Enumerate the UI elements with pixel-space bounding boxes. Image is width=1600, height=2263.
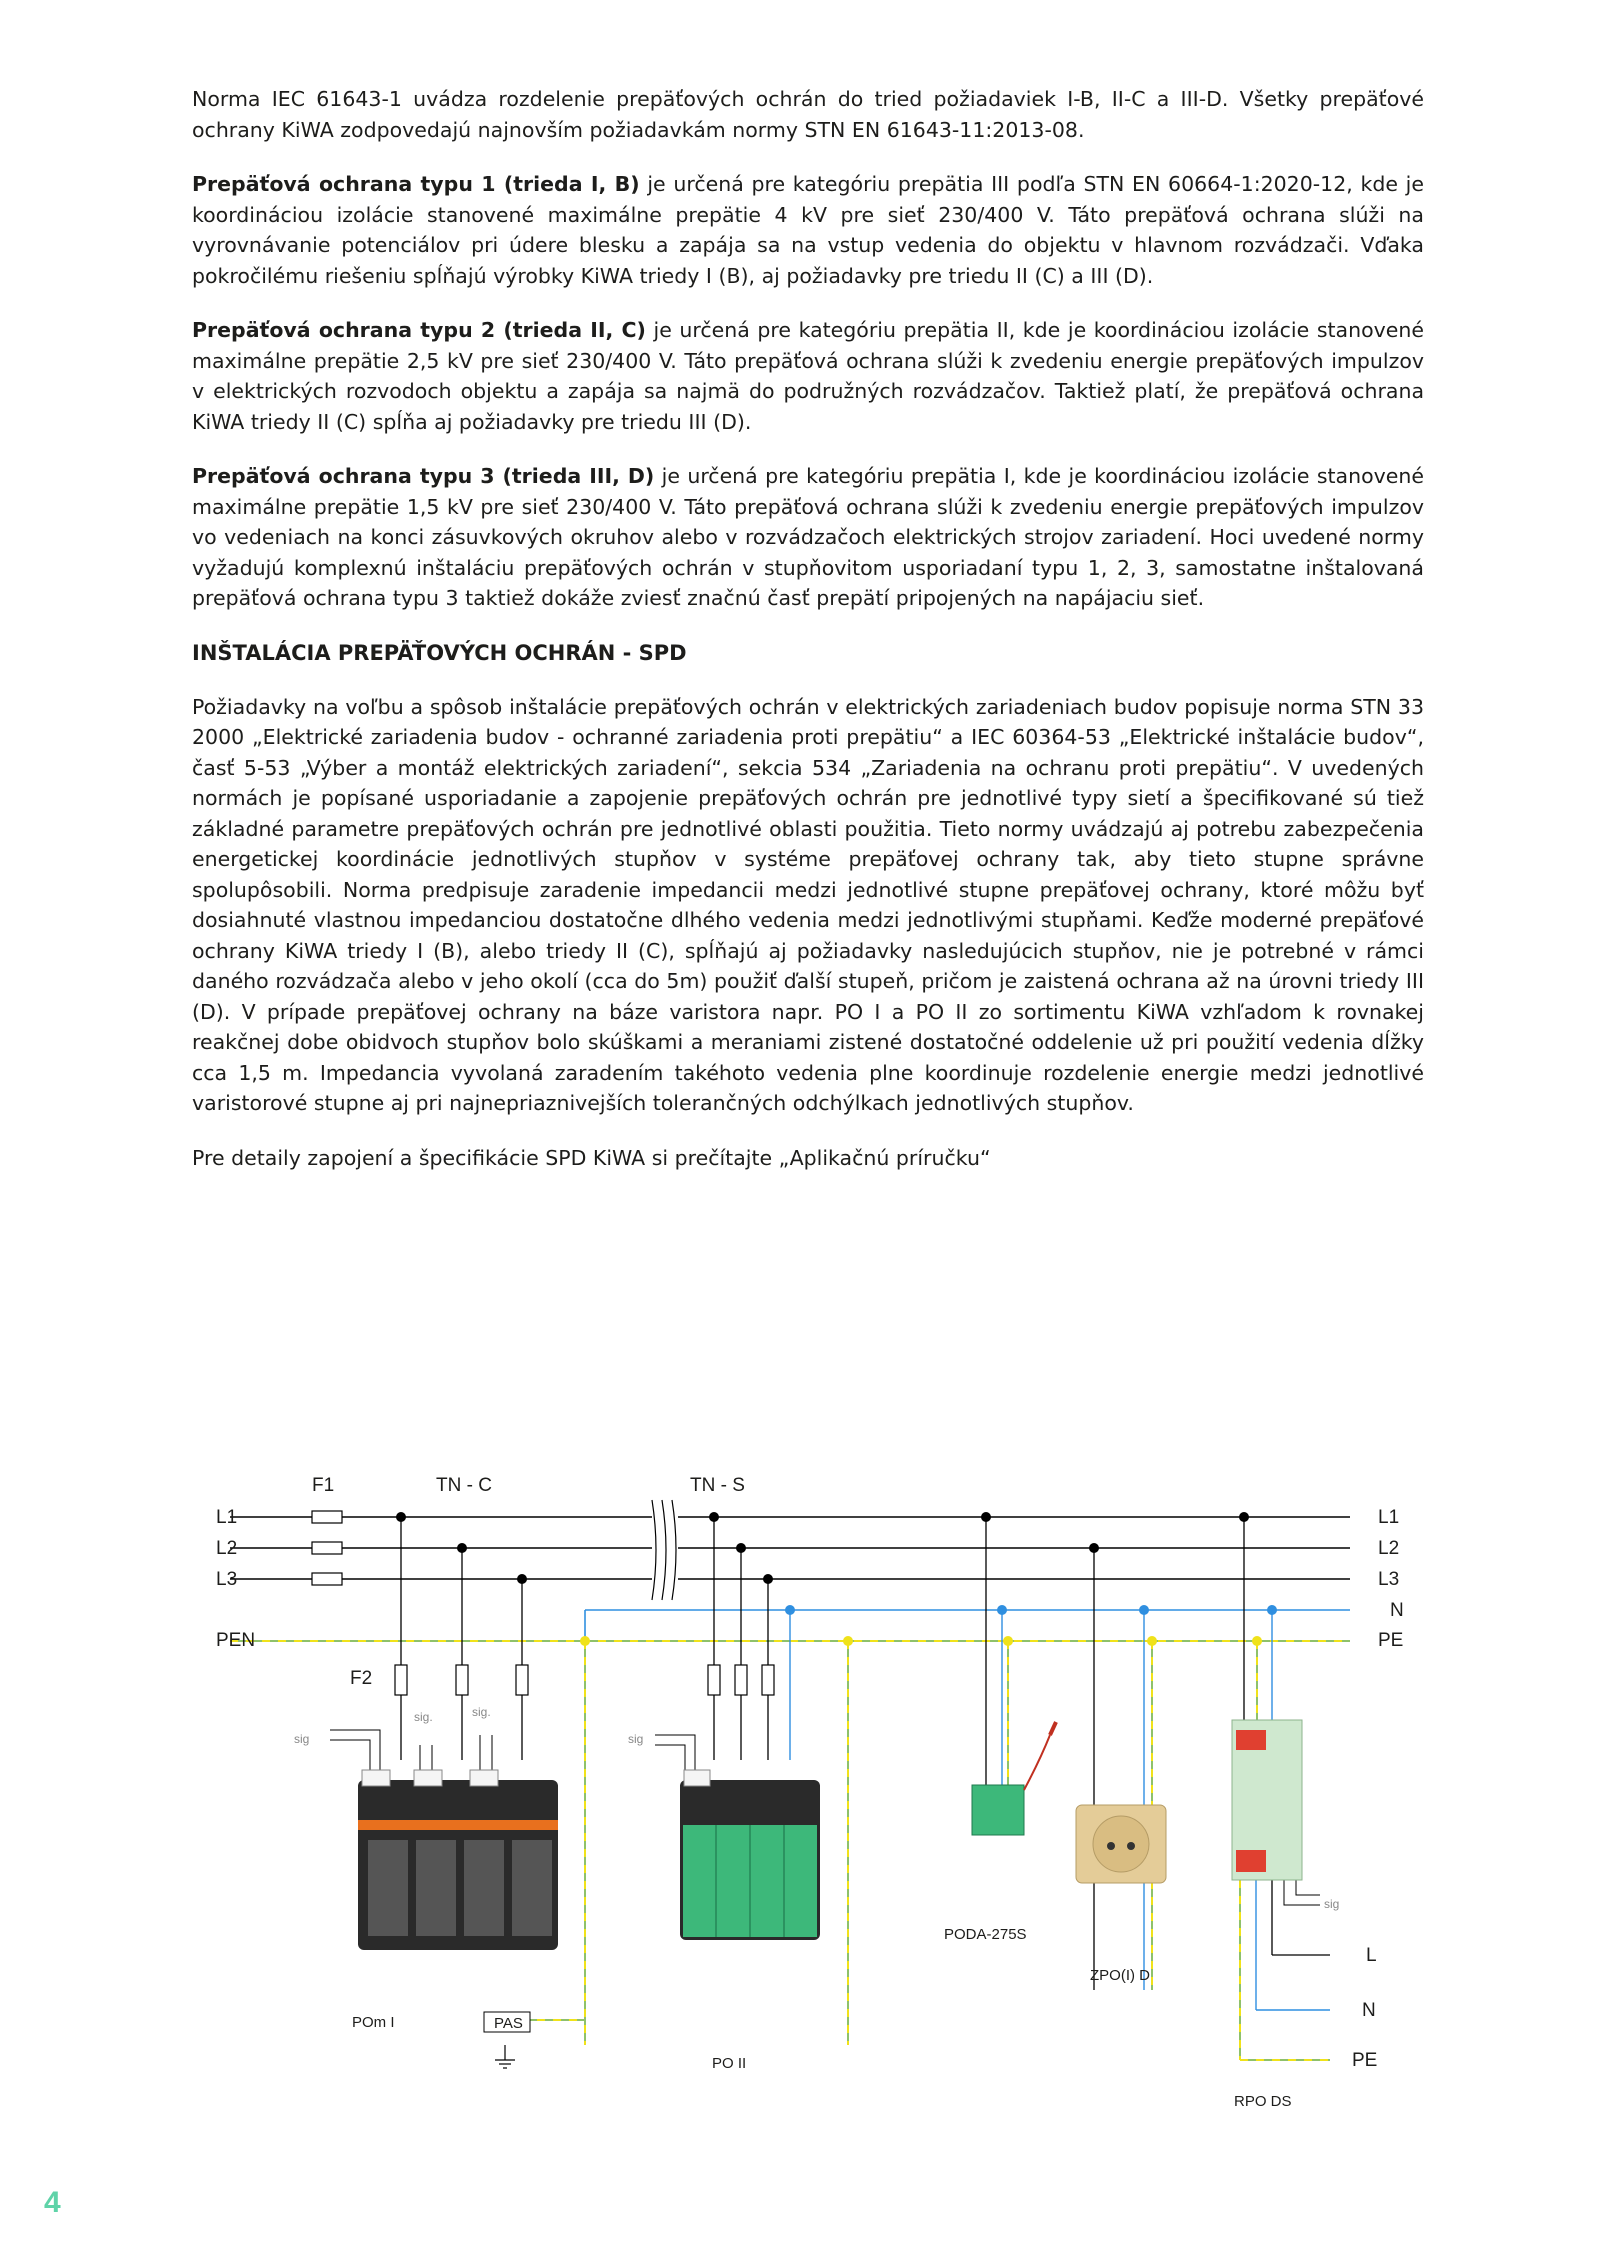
label-sig4: sig — [628, 1732, 644, 1746]
pomi-module — [358, 1770, 558, 1950]
label-rpo: RPO DS — [1234, 2093, 1292, 2110]
label-sig3: sig. — [472, 1705, 491, 1719]
wiring-diagram — [0, 1450, 1600, 2130]
label-tnc: TN - C — [436, 1475, 492, 1496]
section-heading: INŠTALÁCIA PREPÄŤOVÝCH OCHRÁN - SPD — [192, 640, 687, 665]
type3-text: je určená pre kategóriu prepätia I, kde je koordináciou izolácie stanovené maximálne prepätie 1,5 kV pre sieť 230/400 V. Táto prepäťová ochrana slúži k zvedeniu energie prepäťových impulzov vo vedeniach na konci zásuvkových okruhov alebo v rozvádzačoch elektrických strojov zariadení. Hoci uvedené normy vyžadujú komplexnú inštaláciu prepäťových ochrán v stupňovitom usporiadaní typu 1, 2, 3, samostatne inštalovaná prepäťová ochrana typu 3 taktiež dokáže zviesť značnú časť prepätí pripojených na napájaciu sieť. — [192, 464, 1424, 610]
intro-paragraph: Norma IEC 61643-1 uvádza rozdelenie prepäťových ochrán do tried požiadaviek I-B, II-C a III-D. Všetky prepäťové ochrany KiWA zodpovedajú najnovším požiadavkám normy STN EN 61643-11:2013-08. — [192, 87, 1424, 142]
label-out-l: L — [1366, 1945, 1377, 1966]
label-r-l1: L1 — [1378, 1507, 1400, 1528]
label-r-l2: L2 — [1378, 1538, 1400, 1559]
label-out-pe: PE — [1352, 2050, 1378, 2071]
poii-module — [680, 1770, 820, 1940]
type1-paragraph — [192, 169, 1424, 291]
label-r-n: N — [1390, 1600, 1404, 1621]
text-column — [192, 84, 1424, 1197]
label-l2: L2 — [216, 1538, 238, 1559]
type2-paragraph — [192, 315, 1424, 437]
zpo-socket — [1076, 1805, 1166, 1883]
label-r-l3: L3 — [1378, 1569, 1400, 1590]
label-f2: F2 — [350, 1668, 373, 1689]
pe-drops — [505, 1641, 1330, 2060]
type2-title: Prepäťová ochrana typu 2 (trieda II, C) — [192, 318, 646, 342]
details-paragraph: Pre detaily zapojení a špecifikácie SPD KiWA si prečítajte „Aplikačnú príručku“ — [192, 1145, 991, 1170]
label-pomi: POm I — [352, 2014, 395, 2031]
label-poii: PO II — [712, 2055, 747, 2072]
page-number: 4 — [44, 2186, 61, 2219]
ground-symbol — [495, 2045, 515, 2068]
type1-text: je určená pre kategóriu prepätia III podľa STN EN 60664-1:2020-12, kde je koordináciou izolácie stanovené maximálne prepätie 4 kV pre sieť 230/400 V. Táto prepäťová ochrana slúži na vyrovnávanie potenciálov pri údere blesku a zapája sa na vstup vedenia do objektu v hlavnom rozvádzači. Vďaka pokročilému riešeniu spĺňajú výrobky KiWA triedy I (B), aj požiadavky pre triedu II (C) a III (D). — [192, 172, 1424, 288]
label-out-n: N — [1362, 2000, 1376, 2021]
phase-lines — [230, 1517, 1350, 1579]
poda-module — [972, 1722, 1056, 1835]
type2-text: je určená pre kategóriu prepätia II, kde je koordináciou izolácie stanovené maximálne prepätie 2,5 kV pre sieť 230/400 V. Táto prepäťová ochrana slúži k zvedeniu energie prepäťových impulzov v elektrických rozvodoch objektu a zapája sa najmä do podružných rozvádzačov. Taktiež platí, že prepäťová ochrana KiWA triedy II (C) spĺňa aj požiadavky pre triedu III (D). — [192, 318, 1424, 434]
label-r-pe: PE — [1378, 1630, 1404, 1651]
label-pas: PAS — [494, 2015, 523, 2032]
label-pen: PEN — [216, 1630, 256, 1651]
f1-fuses — [312, 1511, 342, 1585]
label-sig2: sig. — [414, 1710, 433, 1724]
type3-title: Prepäťová ochrana typu 3 (trieda III, D) — [192, 464, 655, 488]
type3-paragraph — [192, 461, 1424, 614]
label-tns: TN - S — [690, 1475, 745, 1496]
type1-title: Prepäťová ochrana typu 1 (trieda I, B) — [192, 172, 640, 196]
label-zpo: ZPO(I) D — [1090, 1967, 1150, 1984]
f2-fuses — [395, 1665, 528, 1695]
label-l1: L1 — [216, 1507, 238, 1528]
label-poda: PODA-275S — [944, 1926, 1027, 1943]
break-marks — [652, 1500, 676, 1600]
install-paragraph: Požiadavky na voľbu a spôsob inštalácie prepäťových ochrán v elektrických zariadeniach budov popisuje norma STN 33 2000 „Elektrické zariadenia budov - ochranné zariadenia proti prepätiu“ a IEC 60364-53 „Elektrické inštalácie budov“, časť 5-53 „Výber a montáž elektrických zariadení“, sekcia 534 „Zariadenia na ochranu proti prepätiu“. V uvedených normách je popísané usporiadanie a zapojenie prepäťových ochrán pre jednotlivé typy sietí a špecifikované sú tiež základné parametre prepäťových ochrán pre jednotlivé oblasti použitia. Tieto normy uvádzajú aj potrebu zabezpečenia energetickej koordinácie jednotlivých stupňov v systéme prepäťovej ochrany tak, aby tieto stupne správne spolupôsobili. Norma predpisuje zaradenie impedancii medzi jednotlivé stupne prepäťovej ochrany, ktoré môžu byť dosiahnuté vlastnou impedanciou dostatočne dlhého vedenia medzi jednotlivými stupňami. Keďže moderné prepäťové ochrany KiWA triedy I (B), alebo triedy II (C), spĺňajú aj požiadavky nasledujúcich stupňov, nie je potrebné v rámci daného rozvádzača alebo v jeho okolí (cca do 5m) použiť ďalší stupeň, pričom je zaistená ochrana až na úrovni triedy III (D). V prípade prepäťovej ochrany na báze varistora napr. PO I a PO II zo sortimentu KiWA vzhľadom k rovnakej reakčnej dobe obidvoch stupňov bolo skúškami a meraniami zistené dostatočné oddelenie už pri použití vedenia dĺžky cca 1,5 m. Impedancia vyvolaná zaradením takéhoto vedenia plne koordinuje rozdelenie energie medzi jednotlivé varistorové stupne aj pri najnepriaznivejších tolerančných odchýlkach jednotlivých stupňov. — [192, 694, 1424, 1115]
rpo-module — [1232, 1720, 1302, 1880]
label-sig1: sig — [294, 1732, 310, 1746]
label-l3: L3 — [216, 1569, 238, 1590]
label-f1: F1 — [312, 1475, 335, 1496]
label-sig5: sig — [1324, 1897, 1340, 1911]
